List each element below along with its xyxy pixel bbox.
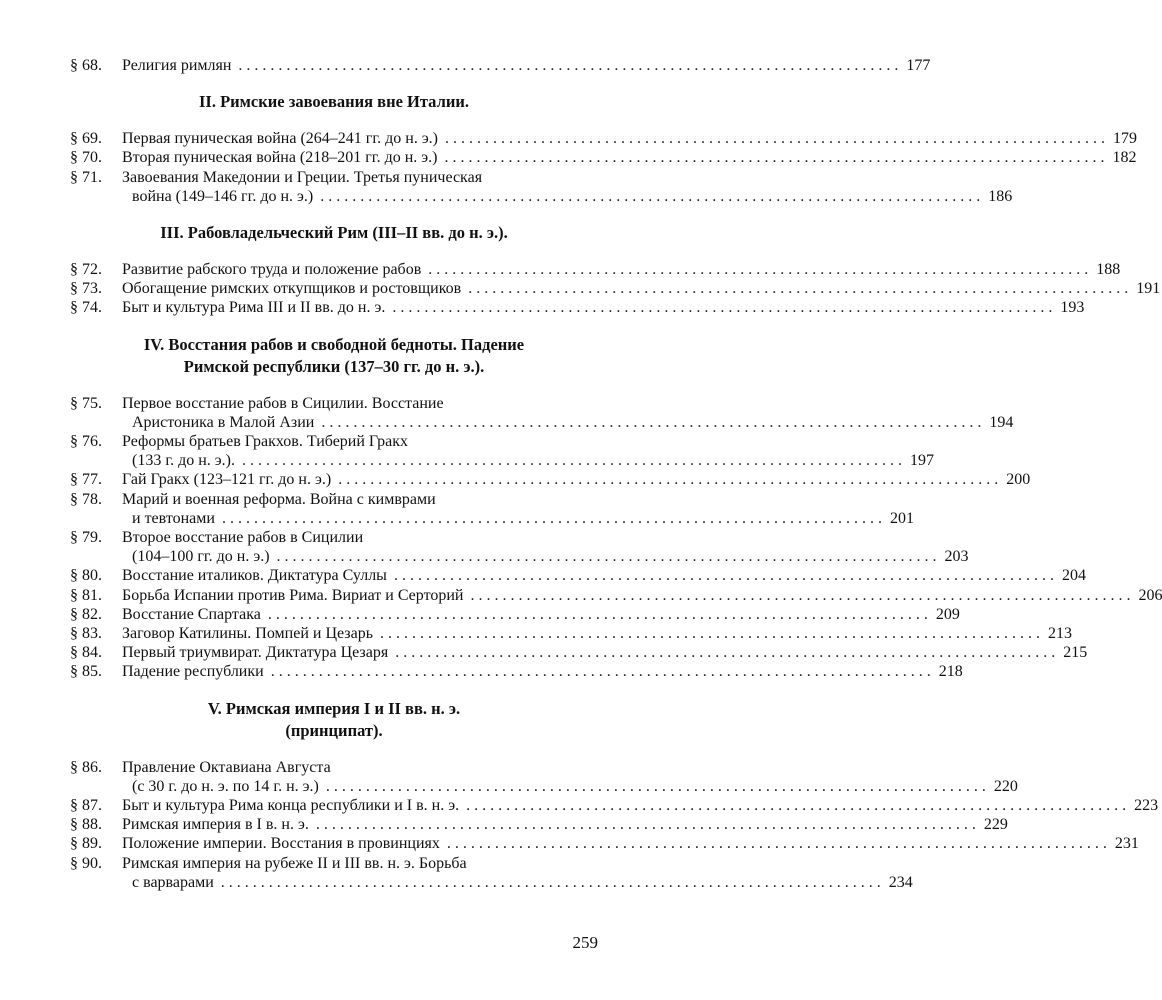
entry-title-line: Быт и культура Рима III и II вв. до н. э. xyxy=(122,299,386,317)
toc-entry[interactable] xyxy=(70,854,913,892)
entry-title-line: война (149–146 гг. до н. э.) xyxy=(132,187,314,205)
entry-title-line: Первый триумвират. Диктатура Цезаря xyxy=(122,644,389,662)
paragraph-number: § 88. xyxy=(70,816,102,834)
entry-title-line: Римская империя на рубеже II и III вв. н. э. Борьба xyxy=(122,854,467,872)
dot-leader xyxy=(239,451,902,470)
entry-page-number[interactable]: 182 xyxy=(1112,149,1137,167)
toc-entry[interactable] xyxy=(70,298,1085,317)
entry-title-line: Римская империя в I в. н. э. xyxy=(122,816,309,834)
paragraph-number: § 89. xyxy=(70,835,102,853)
entry-title-line: Положение империи. Восстания в провинциях xyxy=(122,835,440,853)
entry-page-number[interactable]: 193 xyxy=(1060,299,1085,317)
entry-title-line: Второе восстание рабов в Сицилии xyxy=(122,529,364,547)
entry-title-line: Завоевания Македонии и Греции. Третья пуническая xyxy=(122,168,483,186)
toc-entry[interactable] xyxy=(70,432,934,470)
toc-entry[interactable] xyxy=(70,643,1088,662)
paragraph-number: § 86. xyxy=(70,758,102,776)
entry-page-number[interactable]: 220 xyxy=(993,777,1018,795)
paragraph-number: § 79. xyxy=(70,529,102,547)
dot-leader xyxy=(442,129,1105,148)
entry-title-line: Быт и культура Рима конца республики и I в. н. э. xyxy=(122,797,460,815)
section-title-line: V. Римская империя I и II вв. н. э. xyxy=(207,698,461,718)
entry-title-line: с варварами xyxy=(132,873,214,891)
dot-leader xyxy=(441,148,1104,167)
toc-entry[interactable] xyxy=(70,56,931,75)
entry-page-number[interactable]: 200 xyxy=(1006,471,1031,489)
dot-leader xyxy=(235,56,898,75)
paragraph-number: § 82. xyxy=(70,605,102,623)
entry-page-number[interactable]: 186 xyxy=(988,187,1013,205)
dot-leader xyxy=(268,662,931,681)
paragraph-number: § 80. xyxy=(70,567,102,585)
section-title xyxy=(70,222,598,244)
toc-entry[interactable] xyxy=(70,260,1121,279)
section-title-line: Римской республики (137–30 гг. до н. э.). xyxy=(183,356,485,376)
dot-leader xyxy=(377,624,1040,643)
entry-page-number[interactable]: 231 xyxy=(1114,835,1139,853)
toc-entry[interactable] xyxy=(70,470,1031,489)
paragraph-number: § 78. xyxy=(70,490,102,508)
paragraph-number: § 69. xyxy=(70,130,102,148)
dot-leader xyxy=(444,834,1107,853)
paragraph-number: § 72. xyxy=(70,261,102,279)
paragraph-number: § 90. xyxy=(70,854,102,872)
entry-title-line: Борьба Испании против Рима. Вириат и Серторий xyxy=(122,586,464,604)
toc-entry[interactable] xyxy=(70,624,1073,643)
entry-title-line: Падение республики xyxy=(122,663,264,681)
toc-entry[interactable] xyxy=(70,586,1162,605)
toc-entry[interactable] xyxy=(70,815,1008,834)
paragraph-number: § 85. xyxy=(70,663,102,681)
toc-entry[interactable] xyxy=(70,528,969,566)
entry-title-line: Правление Октавиана Августа xyxy=(122,758,331,776)
entry-title-line: Вторая пуническая война (218–201 гг. до н. э.) xyxy=(122,149,438,167)
entry-page-number[interactable]: 179 xyxy=(1113,130,1138,148)
table-of-contents xyxy=(70,56,1162,892)
dot-leader xyxy=(463,796,1126,815)
section-title xyxy=(70,698,598,742)
entry-page-number[interactable]: 223 xyxy=(1134,797,1159,815)
entry-page-number[interactable]: 201 xyxy=(889,509,914,527)
paragraph-number: § 81. xyxy=(70,586,102,604)
entry-page-number[interactable]: 177 xyxy=(906,57,931,74)
toc-entry[interactable] xyxy=(70,796,1159,815)
dot-leader xyxy=(274,547,937,566)
entry-title-line: (104–100 гг. до н. э.) xyxy=(132,548,270,566)
entry-title-line: (с 30 г. до н. э. по 14 г. н. э.) xyxy=(132,777,319,795)
toc-entry[interactable] xyxy=(70,148,1137,167)
entry-title-line: Религия римлян xyxy=(122,57,232,74)
section-title-line: (принципат). xyxy=(285,720,383,740)
dot-leader xyxy=(218,873,881,892)
section-title-line: IV. Восстания рабов и свободной бедноты. Падение xyxy=(143,334,525,354)
paragraph-number: § 74. xyxy=(70,299,102,317)
entry-title-line: Обогащение римских откупщиков и ростовщиков xyxy=(122,280,462,298)
entry-page-number[interactable]: 213 xyxy=(1048,625,1073,643)
toc-entry[interactable] xyxy=(70,662,963,681)
toc-entry[interactable] xyxy=(70,129,1138,148)
dot-leader xyxy=(317,187,980,206)
paragraph-number: § 84. xyxy=(70,644,102,662)
paragraph-number: § 68. xyxy=(70,57,102,74)
toc-entry[interactable] xyxy=(70,605,960,624)
dot-leader xyxy=(335,470,998,489)
toc-entry[interactable] xyxy=(70,168,1013,206)
entry-page-number[interactable]: 234 xyxy=(888,873,913,891)
section-title-line: II. Римские завоевания вне Италии. xyxy=(199,92,469,112)
toc-entry[interactable] xyxy=(70,566,1086,585)
dot-leader xyxy=(265,605,928,624)
entry-title-line: Реформы братьев Гракхов. Тиберий Гракх xyxy=(122,433,409,451)
entry-page-number[interactable]: 197 xyxy=(909,452,934,470)
page-number: 259 xyxy=(572,933,598,952)
dot-leader xyxy=(389,298,1052,317)
paragraph-number: § 70. xyxy=(70,149,102,167)
entry-title-line: (133 г. до н. э.). xyxy=(132,452,235,470)
entry-page-number[interactable]: 229 xyxy=(983,816,1008,834)
paragraph-number: § 71. xyxy=(70,168,102,186)
entry-page-number[interactable]: 191 xyxy=(1136,280,1161,298)
entry-title-line: Гай Гракх (123–121 гг. до н. э.) xyxy=(122,471,332,489)
paragraph-number: § 73. xyxy=(70,280,102,298)
toc-entry[interactable] xyxy=(70,758,1018,796)
dot-leader xyxy=(318,413,981,432)
entry-page-number[interactable]: 209 xyxy=(935,605,960,623)
paragraph-number: § 76. xyxy=(70,433,102,451)
entry-title-line: и тевтонами xyxy=(132,509,215,527)
section-title xyxy=(70,91,598,113)
dot-leader xyxy=(465,279,1128,298)
entry-page-number[interactable]: 188 xyxy=(1096,261,1121,279)
dot-leader xyxy=(391,566,1054,585)
dot-leader xyxy=(313,815,976,834)
section-title-line: III. Рабовладельческий Рим (III–II вв. до н. э.). xyxy=(160,223,508,243)
entry-page-number[interactable]: 206 xyxy=(1138,586,1162,604)
entry-title-line: Аристоника в Малой Азии xyxy=(132,413,315,431)
entry-title-line: Первое восстание рабов в Сицилии. Восстание xyxy=(122,394,444,412)
entry-title-line: Восстание италиков. Диктатура Суллы xyxy=(122,567,387,585)
section-title xyxy=(70,334,598,378)
entry-title-line: Восстание Спартака xyxy=(122,605,261,623)
entry-page-number[interactable]: 194 xyxy=(989,413,1014,431)
entry-title-line: Заговор Катилины. Помпей и Цезарь xyxy=(122,625,374,643)
paragraph-number: § 87. xyxy=(70,797,102,815)
entry-page-number[interactable]: 203 xyxy=(944,548,969,566)
dot-leader xyxy=(219,509,882,528)
entry-title-line: Марий и военная реформа. Война с кимврами xyxy=(122,490,436,508)
toc-entry[interactable] xyxy=(70,490,914,528)
dot-leader xyxy=(425,260,1088,279)
paragraph-number: § 77. xyxy=(70,471,102,489)
dot-leader xyxy=(392,643,1055,662)
entry-title-line: Развитие рабского труда и положение рабов xyxy=(122,261,422,279)
entry-page-number[interactable]: 218 xyxy=(938,663,963,681)
dot-leader xyxy=(323,777,986,796)
entry-page-number[interactable]: 215 xyxy=(1063,644,1088,662)
toc-entry[interactable] xyxy=(70,394,1014,432)
entry-title-line: Первая пуническая война (264–241 гг. до н. э.) xyxy=(122,130,439,148)
toc-entry[interactable] xyxy=(70,834,1139,853)
paragraph-number: § 83. xyxy=(70,625,102,643)
paragraph-number: § 75. xyxy=(70,394,102,412)
entry-page-number[interactable]: 204 xyxy=(1061,567,1086,585)
toc-entry[interactable] xyxy=(70,279,1161,298)
dot-leader xyxy=(467,586,1130,605)
